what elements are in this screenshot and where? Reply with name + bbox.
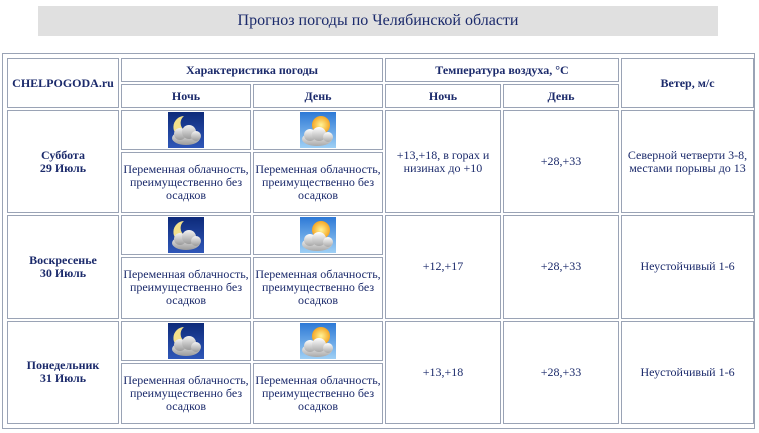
temp-night-cell: +12,+17 <box>385 215 501 318</box>
temp-day-cell: +28,+33 <box>503 321 619 424</box>
table-row <box>7 321 754 361</box>
night-icon-cell <box>121 321 251 361</box>
date-cell <box>7 321 119 424</box>
date-label: 30 Июль <box>39 265 87 280</box>
night-description: Переменная облачность, преимущественно без осадков <box>121 152 251 213</box>
day-description: Переменная облачность, преимущественно без осадков <box>253 363 383 424</box>
sun-cloud-icon <box>300 323 336 359</box>
sun-cloud-icon <box>300 112 336 148</box>
date-label: 29 Июль <box>39 160 87 175</box>
night-icon-cell <box>121 110 251 150</box>
night-description: Переменная облачность, преимущественно без осадков <box>121 363 251 424</box>
moon-cloud-icon <box>168 112 204 148</box>
temp-night-cell: +13,+18 <box>385 321 501 424</box>
night-description: Переменная облачность, преимущественно без осадков <box>121 257 251 318</box>
day-icon-cell <box>253 110 383 150</box>
wind-cell: Неустойчивый 1-6 <box>621 215 754 318</box>
weekday-label: Суббота <box>41 147 85 162</box>
moon-cloud-icon <box>168 217 204 253</box>
moon-cloud-icon <box>168 323 204 359</box>
header-weather-night: Ночь <box>121 84 251 108</box>
date-cell <box>7 215 119 318</box>
day-icon-cell <box>253 215 383 255</box>
weekday-label: Воскресенье <box>29 252 97 267</box>
header-temp-night: Ночь <box>385 84 501 108</box>
header-temp-day: День <box>503 84 619 108</box>
wind-cell: Неустойчивый 1-6 <box>621 321 754 424</box>
sun-cloud-icon <box>300 217 336 253</box>
date-label: 31 Июль <box>39 371 87 386</box>
header-wind: Ветер, м/с <box>621 58 754 108</box>
header-temperature: Температура воздуха, °С <box>385 58 619 82</box>
page-title: Прогноз погоды по Челябинской области <box>38 6 718 36</box>
table-row <box>7 215 754 255</box>
brand-label: CHELPOGODA.ru <box>7 58 119 108</box>
day-icon-cell <box>253 321 383 361</box>
temp-day-cell: +28,+33 <box>503 110 619 213</box>
header-weather: Характеристика погоды <box>121 58 383 82</box>
weekday-label: Понедельник <box>26 358 100 373</box>
temp-night-cell: +13,+18, в горах и низинах до +10 <box>385 110 501 213</box>
wind-cell: Северной четверти 3-8, местами порывы до 13 <box>621 110 754 213</box>
night-icon-cell <box>121 215 251 255</box>
forecast-panel <box>2 53 755 429</box>
date-cell <box>7 110 119 213</box>
day-description: Переменная облачность, преимущественно без осадков <box>253 152 383 213</box>
temp-day-cell: +28,+33 <box>503 215 619 318</box>
forecast-table <box>5 56 756 426</box>
day-description: Переменная облачность, преимущественно без осадков <box>253 257 383 318</box>
table-row <box>7 110 754 150</box>
header-weather-day: День <box>253 84 383 108</box>
